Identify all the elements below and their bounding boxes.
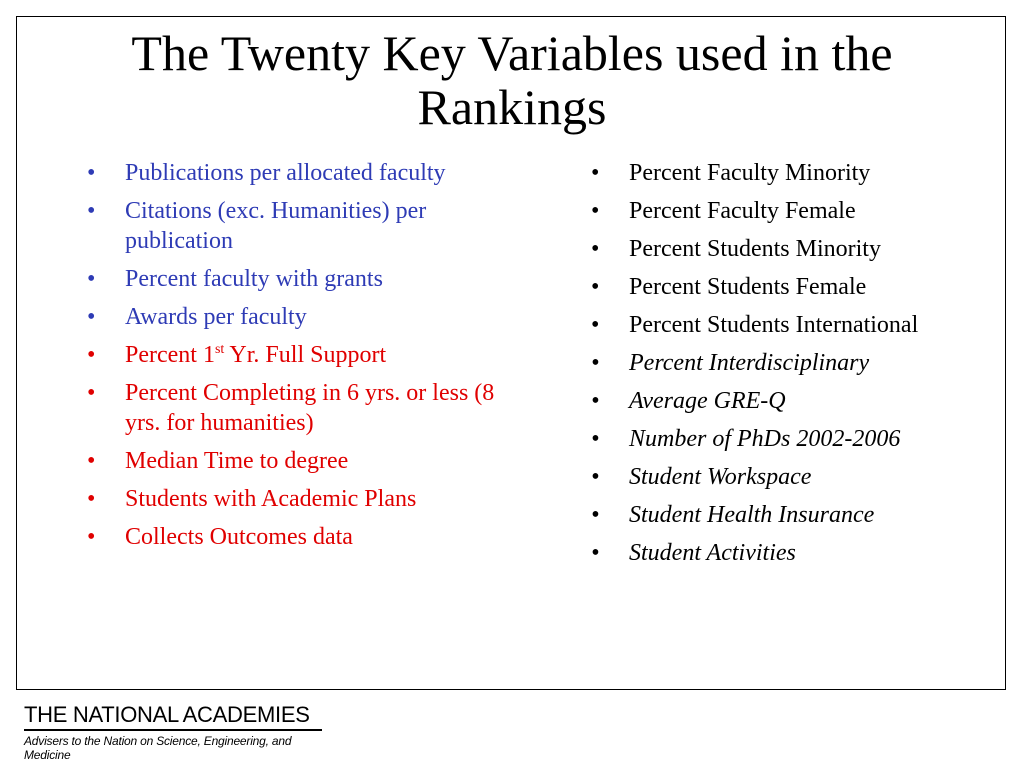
list-item [591,310,961,340]
list-item [87,196,517,256]
bullet-icon: • [591,388,600,414]
list-item [87,484,517,514]
list-item [591,158,961,188]
bullet-icon: • [591,426,600,452]
bullet-icon: • [591,312,600,338]
list-item-text: Student Activities [629,540,796,566]
logo-tagline: Advisers to the Nation on Science, Engineering, and Medicine [24,734,292,762]
list-item-text-after: Yr. Full Support [224,342,387,368]
list-item [591,234,961,264]
bullet-icon: • [87,486,96,512]
list-item [591,424,961,454]
list-item [87,158,517,188]
right-variable-list [591,158,961,576]
list-item-text: Number of PhDs 2002-2006 [629,426,901,452]
list-item-text [125,342,386,368]
bullet-icon: • [87,342,96,368]
list-item [87,264,517,294]
bullet-icon: • [591,464,600,490]
list-item [87,340,517,370]
list-item [591,196,961,226]
list-item [591,348,961,378]
bullet-icon: • [591,274,600,300]
list-item-text: Percent Students International [629,312,919,338]
list-item [591,462,961,492]
list-item-text: Students with Academic Plans [125,486,417,512]
list-item [87,446,517,476]
bullet-icon: • [591,160,600,186]
list-item-text: Awards per faculty [125,304,307,330]
list-item-text: Citations (exc. Humanities) per publication [125,198,427,254]
list-item-text: Collects Outcomes data [125,524,353,550]
list-item [591,538,961,568]
list-item [591,386,961,416]
list-item-text: Percent Students Minority [629,236,881,262]
list-item-text: Student Workspace [629,464,812,490]
bullet-icon: • [87,304,96,330]
list-item [591,272,961,302]
slide-title: The Twenty Key Variables used in the Rankings [131,25,893,135]
list-item-text: Percent Faculty Female [629,198,856,224]
list-item-text: Publications per allocated faculty [125,160,446,186]
list-item-text: Percent faculty with grants [125,266,383,292]
bullet-icon: • [87,524,96,550]
bullet-icon: • [87,160,96,186]
list-item [87,522,517,552]
ordinal-suffix: st [214,342,225,357]
list-item [591,500,961,530]
bullet-icon: • [87,380,96,406]
list-item-text-before: Percent 1 [125,342,215,368]
list-item-text: Percent Completing in 6 yrs. or less (8 yrs. for humanities) [125,380,495,436]
list-item-text: Average GRE-Q [629,388,786,414]
list-item-text: Student Health Insurance [629,502,875,528]
bullet-icon: • [87,266,96,292]
logo-name: THE NATIONAL ACADEMIES [24,702,310,727]
list-item [87,302,517,332]
bullet-icon: • [591,198,600,224]
list-item-text: Median Time to degree [125,448,349,474]
list-item-text: Percent Students Female [629,274,867,300]
bullet-icon: • [87,198,96,224]
list-item [87,378,517,438]
bullet-icon: • [591,540,600,566]
bullet-icon: • [591,350,600,376]
bullet-icon: • [591,502,600,528]
bullet-icon: • [591,236,600,262]
bullet-icon: • [87,448,96,474]
list-item-text: Percent Interdisciplinary [629,350,870,376]
national-academies-logo [24,702,334,762]
logo-rule [24,729,322,731]
left-variable-list [87,158,517,560]
list-item-text: Percent Faculty Minority [629,160,871,186]
